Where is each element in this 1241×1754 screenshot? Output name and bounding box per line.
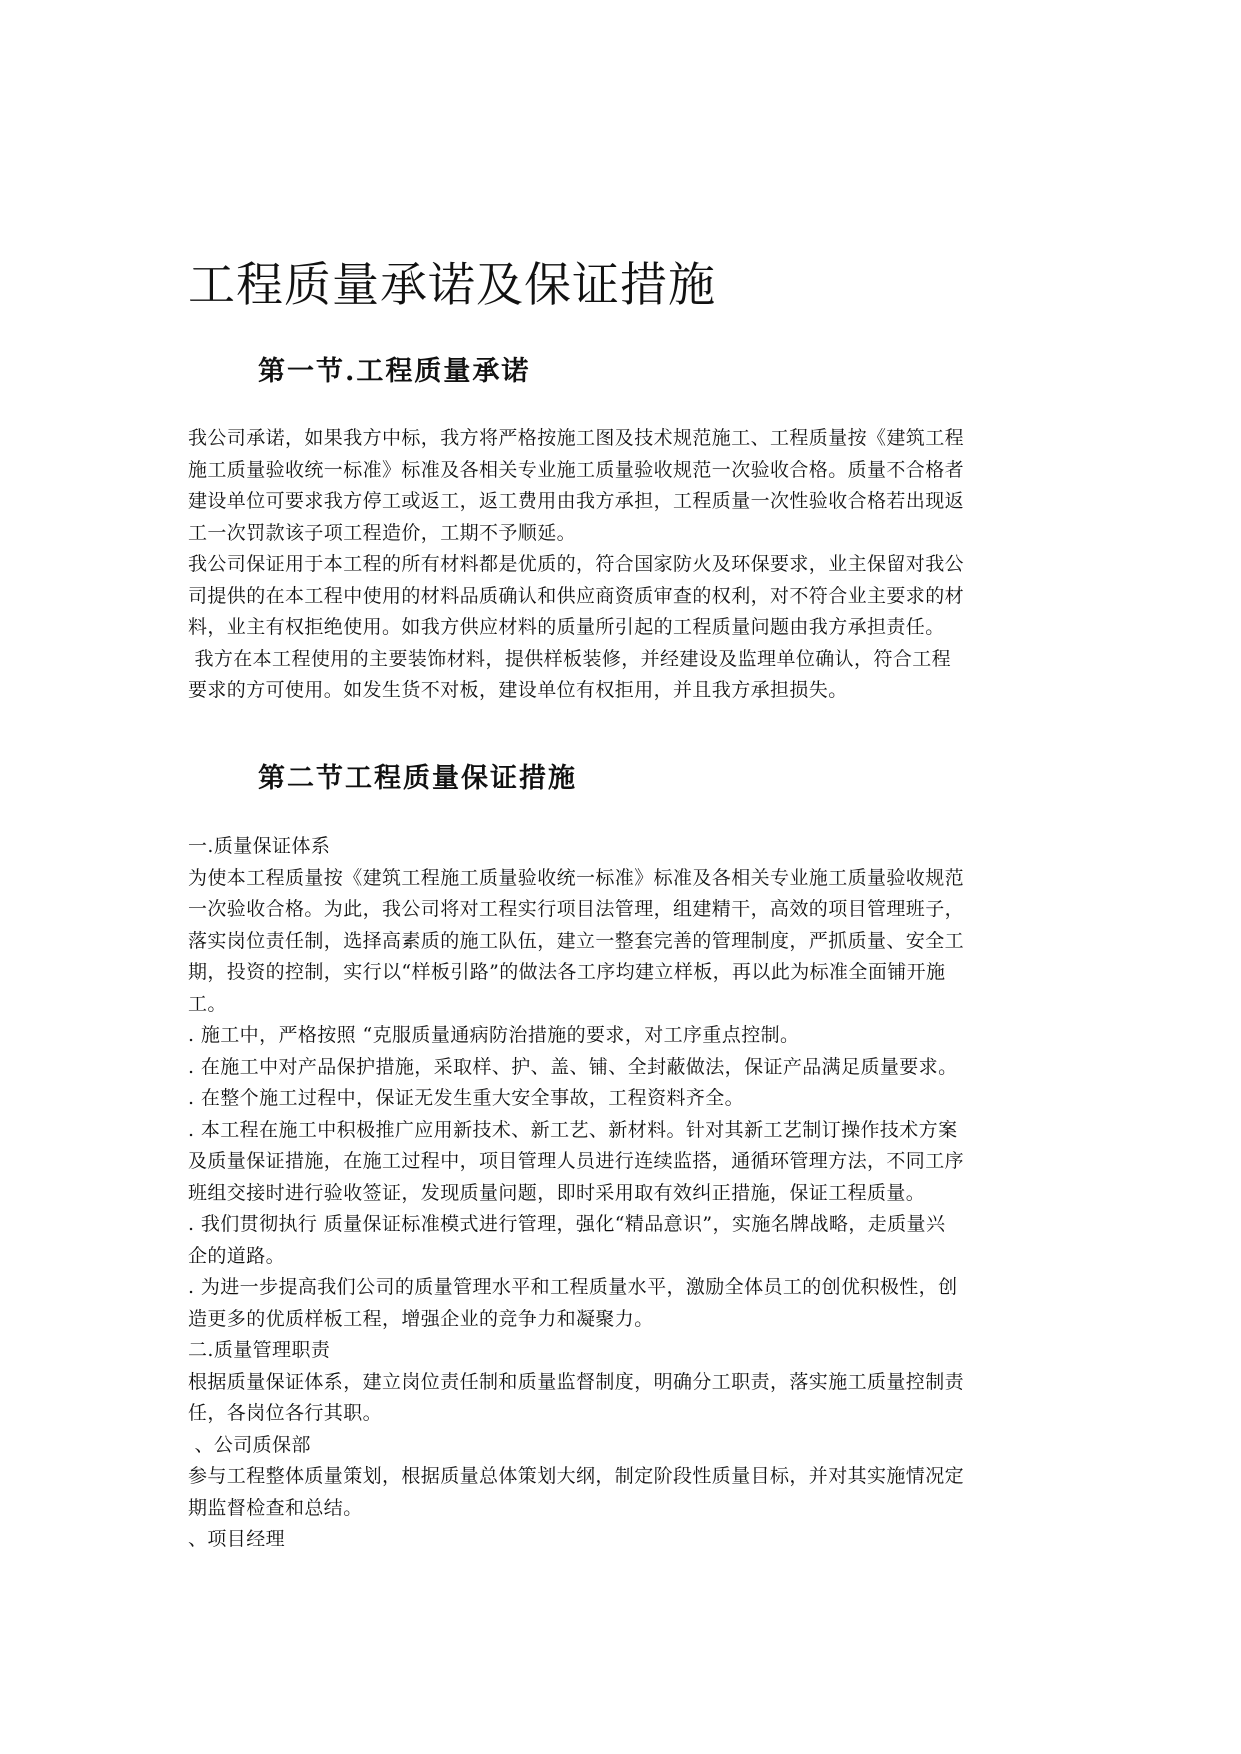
paragraph-line: 班组交接时进行验收签证，发现质量问题，即时采用取有效纠正措施，保证工程质量。 — [188, 1181, 926, 1204]
paragraph-line: 建设单位可要求我方停工或返工，返工费用由我方承担，工程质量一次性验收合格若出现返 — [188, 490, 965, 512]
paragraph-line: 工。 — [188, 992, 227, 1015]
paragraph-line: 落实岗位责任制，选择高素质的施工队伍，建立一整套完善的管理制度，严抓质量、安全工 — [188, 929, 965, 952]
paragraph-line: 参与工程整体质量策划，根据质量总体策划大纲，制定阶段性质量目标，并对其实施情况定 — [188, 1465, 965, 1487]
paragraph-line: 期监督检查和总结。 — [188, 1496, 363, 1519]
document-title: 工程质量承诺及保证措施 — [188, 258, 716, 313]
subheading-qa-department: 、公司质保部 — [188, 1433, 311, 1456]
list-item: . 为进一步提高我们公司的质量管理水平和工程质量水平，激励全体员工的创优积极性，创 — [188, 1276, 958, 1298]
section-1-body — [188, 423, 1068, 707]
list-item: . 我们贯彻执行 质量保证标准模式进行管理，强化“精品意识”，实施名牌战略，走质量兴 — [188, 1213, 946, 1235]
paragraph-line: 料，业主有权拒绝使用。如我方供应材料的质量所引起的工程质量问题由我方承担责任。 — [188, 616, 945, 638]
subheading-quality-duties: 二.质量管理职责 — [188, 1339, 331, 1361]
list-item: . 在施工中对产品保护措施，采取样、护、盖、铺、全封蔽做法，保证产品满足质量要求。 — [188, 1055, 958, 1078]
paragraph-line: 一次验收合格。为此，我公司将对工程实行项目法管理，组建精干，高效的项目管理班子， — [188, 898, 965, 920]
paragraph-line: 我公司保证用于本工程的所有材料都是优质的，符合国家防火及环保要求，业主保留对我公 — [188, 553, 965, 575]
paragraph-line: 我方在本工程使用的主要装饰材料，提供样板装修，并经建设及监理单位确认，符合工程 — [188, 647, 952, 670]
paragraph-line: 要求的方可使用。如发生货不对板，建设单位有权拒用，并且我方承担损失。 — [188, 679, 848, 701]
list-item: . 施工中，严格按照 “克服质量通病防治措施的要求，对工序重点控制。 — [188, 1024, 800, 1046]
subheading-quality-system: 一.质量保证体系 — [188, 835, 331, 857]
paragraph-line: 企的道路。 — [188, 1244, 286, 1267]
paragraph-line: 造更多的优质样板工程，增强企业的竞争力和凝聚力。 — [188, 1307, 654, 1330]
paragraph-line: 工一次罚款该子项工程造价，工期不予顺延。 — [188, 521, 577, 544]
subheading-project-manager: 、项目经理 — [188, 1528, 286, 1550]
paragraph-line: 期，投资的控制，实行以“样板引路”的做法各工序均建立样板，再以此为标准全面铺开施 — [188, 961, 946, 983]
paragraph-line: 根据质量保证体系，建立岗位责任制和质量监督制度，明确分工职责，落实施工质量控制责 — [188, 1370, 965, 1393]
paragraph-line: 司提供的在本工程中使用的材料品质确认和供应商资质审查的权利，对不符合业主要求的材 — [188, 584, 965, 607]
paragraph-line: 及质量保证措施，在施工过程中，项目管理人员进行连续监搭，通循环管理方法，不同工序 — [188, 1150, 965, 1172]
paragraph-line: 我公司承诺，如果我方中标，我方将严格按施工图及技术规范施工、工程质量按《建筑工程 — [188, 427, 965, 449]
section-1-heading: 第一节.工程质量承诺 — [258, 356, 531, 387]
section-2-heading: 第二节工程质量保证措施 — [258, 763, 577, 794]
paragraph-line: 施工质量验收统一标准》标准及各相关专业施工质量验收规范一次验收合格。质量不合格者 — [188, 458, 965, 481]
list-item: . 本工程在施工中积极推广应用新技术、新工艺、新材料。针对其新工艺制订操作技术方案 — [188, 1118, 958, 1141]
paragraph-line: 为使本工程质量按《建筑工程施工质量验收统一标准》标准及各相关专业施工质量验收规范 — [188, 866, 965, 889]
list-item: . 在整个施工过程中，保证无发生重大安全事故，工程资料齐全。 — [188, 1087, 745, 1109]
section-2-body — [188, 831, 1068, 1556]
paragraph-line: 任，各岗位各行其职。 — [188, 1402, 383, 1424]
